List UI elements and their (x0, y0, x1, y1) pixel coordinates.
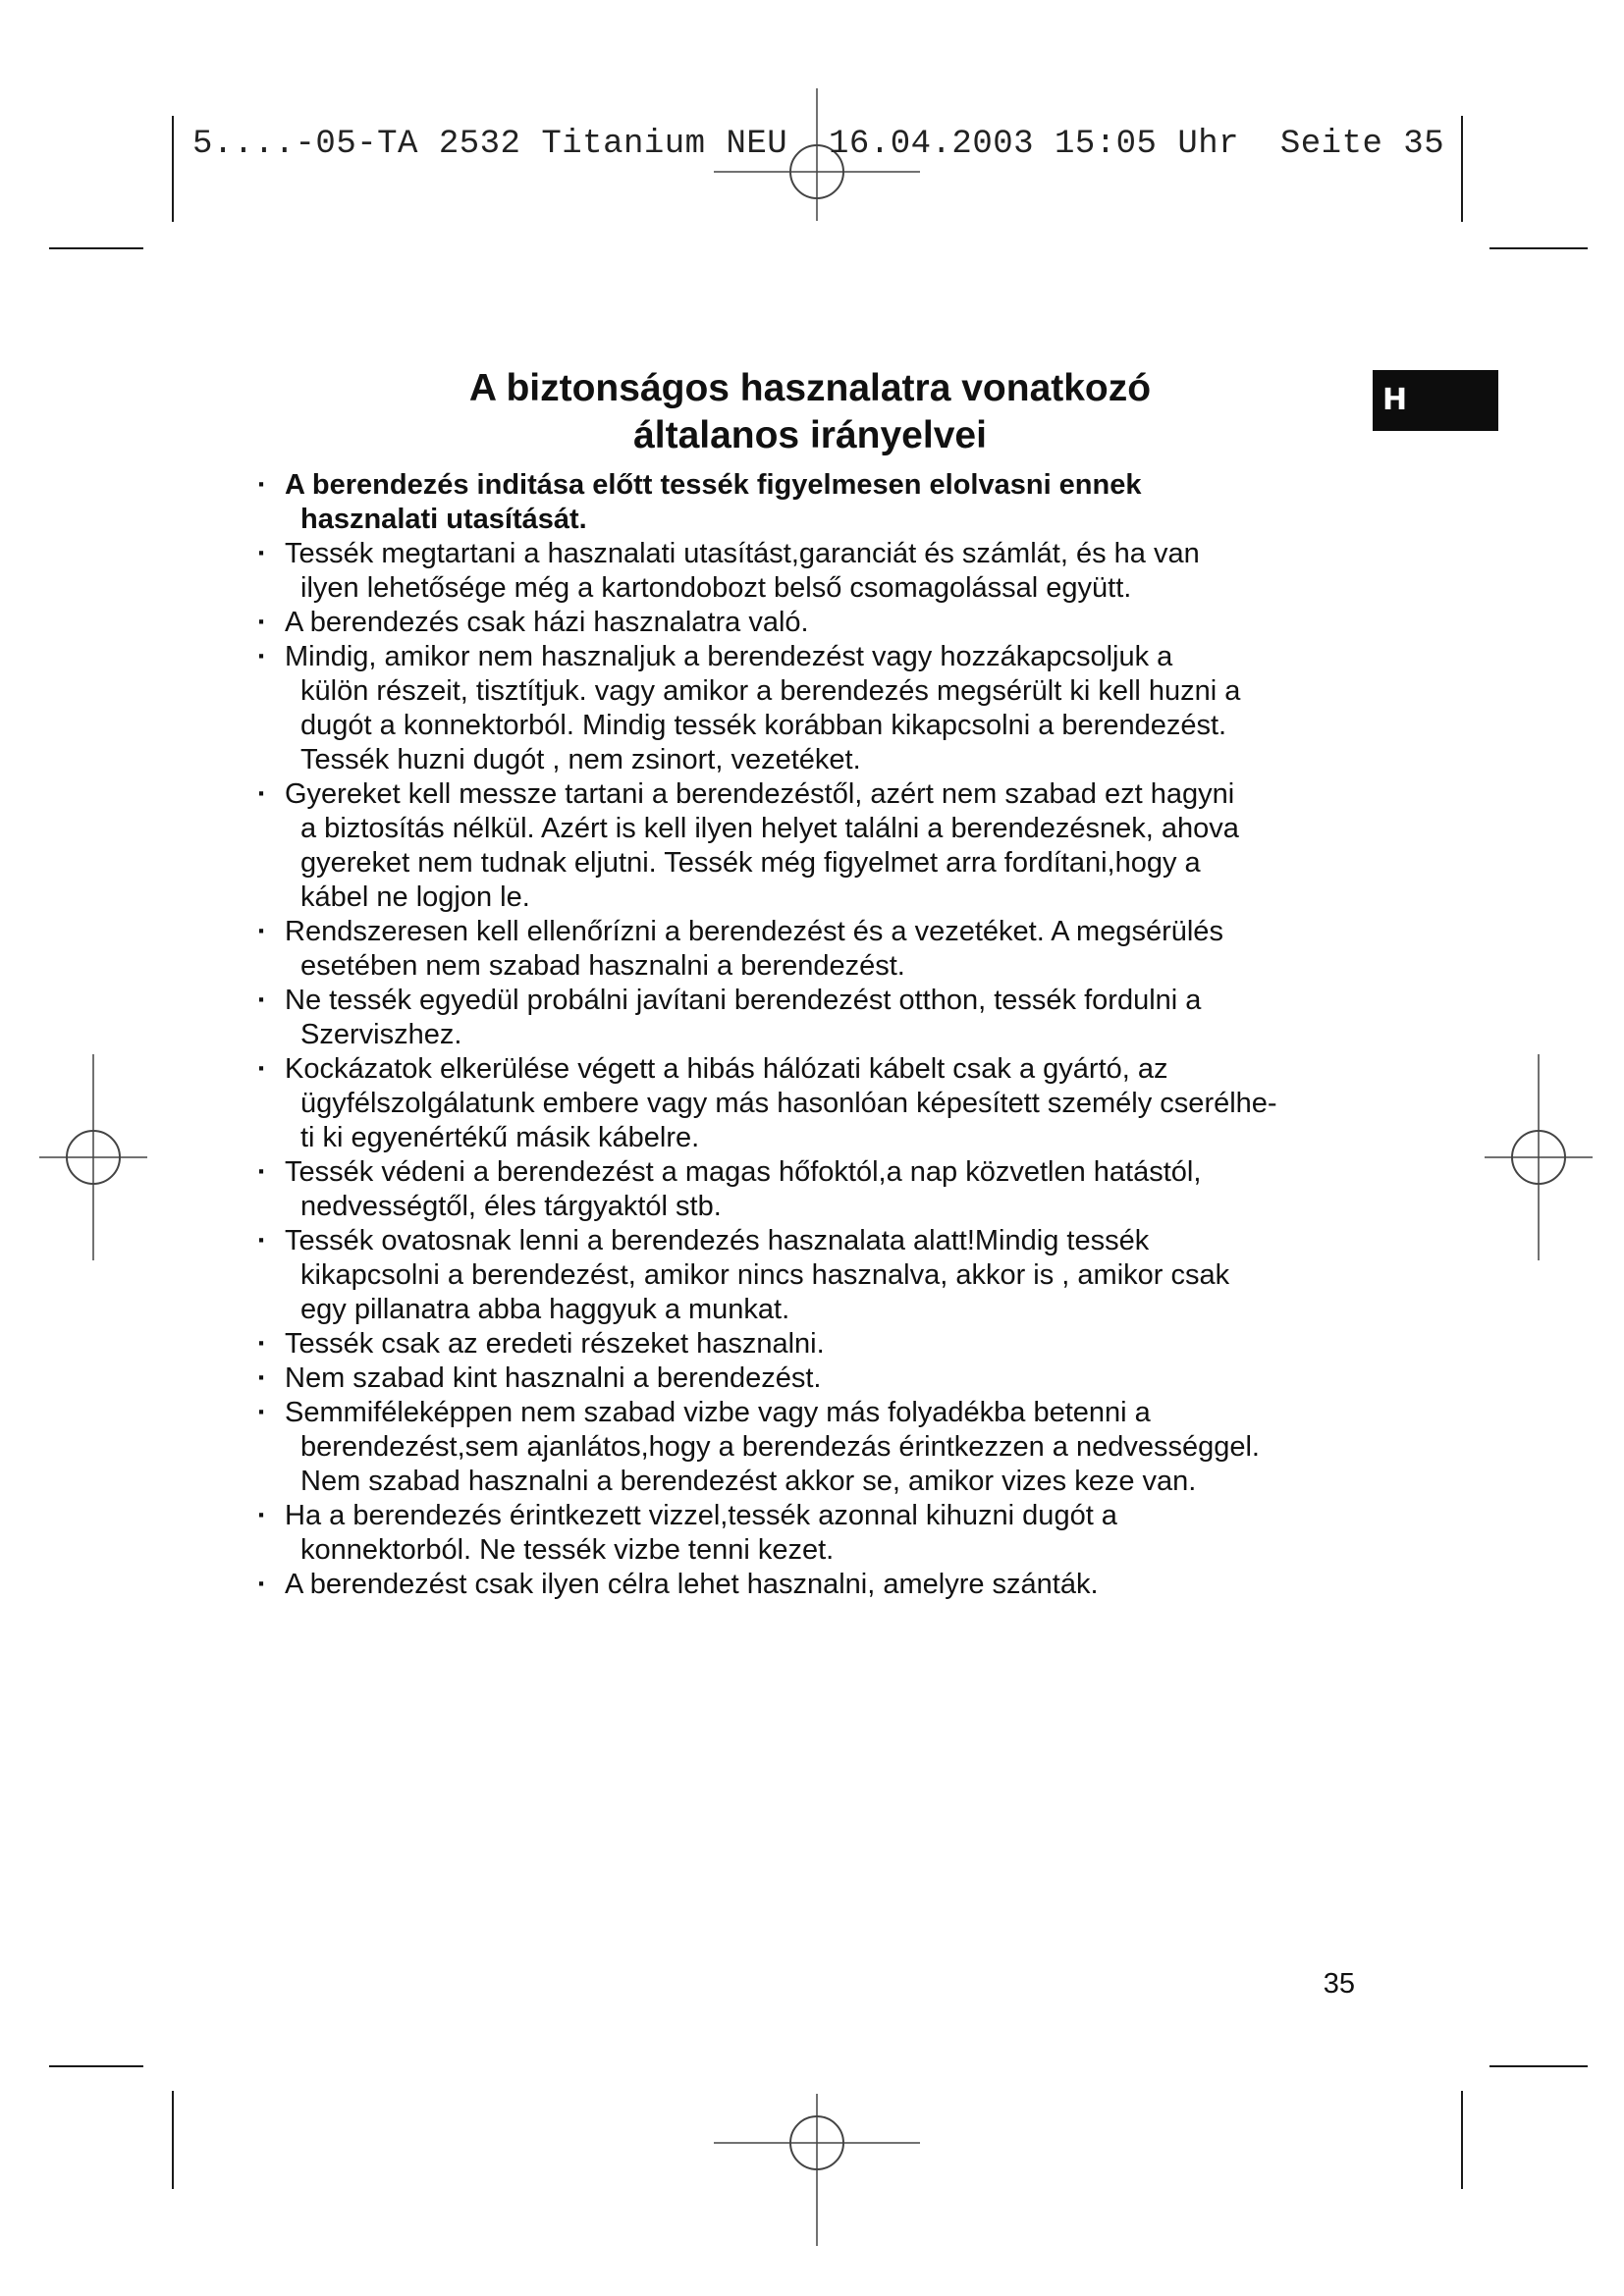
registration-mark-top-icon (714, 69, 920, 275)
safety-rule-line: Nem szabad hasznalni a berendezést akkor se, amikor vizes keze van. (300, 1466, 1197, 1497)
safety-rule-line: gyereket nem tudnak eljutni. Tessék még figyelmet arra fordítani,hogy a (300, 847, 1201, 879)
safety-rule-line: Szerviszhez. (300, 1019, 462, 1050)
safety-rule-line: A berendezést csak ilyen célra lehet hasznalni, amelyre szánták. (285, 1569, 1099, 1600)
print-slug-line: 5....-05-TA 2532 Titanium NEU 16.04.2003 15:05 Uhr Seite 35 (192, 126, 1445, 163)
safety-rule-line: A berendezés inditása előtt tessék figyelmesen elolvasni ennek (285, 469, 1142, 501)
safety-rule-line: Tessék huzni dugót , nem zsinort, vezetéket. (300, 744, 861, 775)
crop-mark-bottom-right-horizontal (1489, 2065, 1588, 2067)
safety-rule-line: Kockázatok elkerülése végett a hibás hálózati kábelt csak a gyártó, az (285, 1053, 1168, 1085)
bullet-icon: · (257, 916, 267, 947)
safety-rule-text (285, 1396, 1357, 1499)
safety-rule-line: Semmiféleképpen nem szabad vizbe vagy más folyadékba betenni a (285, 1397, 1151, 1428)
safety-rule-line: ti ki egyenértékű másik kábelre. (300, 1122, 700, 1153)
safety-rule-text (285, 468, 1357, 537)
bullet-icon: · (257, 985, 267, 1016)
safety-rule-text (285, 1052, 1357, 1155)
safety-rule-item (257, 984, 1357, 1052)
safety-rule-line: Tessék védeni a berendezést a magas hőfoktól,a nap közvetlen hatástól, (285, 1156, 1202, 1188)
safety-rule-text (285, 1499, 1357, 1568)
safety-rule-line: berendezést,sem ajanlátos,hogy a berendezás érintkezzen a nedvességgel. (300, 1431, 1260, 1463)
safety-rule-line: Gyereket kell messze tartani a berendezéstől, azért nem szabad ezt hagyni (285, 778, 1235, 810)
safety-rule-item (257, 1052, 1357, 1155)
safety-rule-line: ilyen lehetősége még a kartondobozt belső csomagolással együtt. (300, 572, 1132, 604)
bullet-icon: · (257, 607, 267, 638)
bullet-icon: · (257, 1569, 267, 1600)
safety-rule-line: egy pillanatra abba haggyuk a munkat. (300, 1294, 790, 1325)
safety-rule-line: Tessék megtartani a hasznalati utasítást,garanciát és számlát, és ha van (285, 538, 1200, 569)
bullet-icon: · (257, 641, 267, 672)
safety-rule-item (257, 468, 1357, 537)
bullet-icon: · (257, 1225, 267, 1256)
bullet-icon: · (257, 1328, 267, 1360)
bullet-icon: · (257, 1397, 267, 1428)
safety-rule-line: Tessék ovatosnak lenni a berendezés hasznalata alatt!Mindig tessék (285, 1225, 1150, 1256)
safety-rule-text (285, 1362, 1357, 1396)
safety-rule-item (257, 1155, 1357, 1224)
crop-mark-bottom-left-vertical (172, 2091, 174, 2189)
bullet-icon: · (257, 1500, 267, 1531)
safety-rule-line: esetében nem szabad hasznalni a berendezést. (300, 950, 905, 982)
page-number: 35 (1323, 1968, 1355, 2000)
safety-rule-text (285, 777, 1357, 915)
safety-rule-text (285, 915, 1357, 984)
safety-rule-line: dugót a konnektorból. Mindig tessék korábban kikapcsolni a berendezést. (300, 710, 1227, 741)
safety-rule-text (285, 984, 1357, 1052)
safety-rule-line: konnektorból. Ne tessék vizbe tenni kezet. (300, 1534, 835, 1566)
safety-rule-line: Ne tessék egyedül probálni javítani berendezést otthon, tessék fordulni a (285, 985, 1202, 1016)
safety-rule-text (285, 640, 1357, 777)
bullet-icon: · (257, 1053, 267, 1085)
safety-rule-item (257, 777, 1357, 915)
safety-rule-item (257, 1568, 1357, 1602)
bullet-icon: · (257, 538, 267, 569)
safety-rule-line: Rendszeresen kell ellenőrízni a berendezést és a vezetéket. A megsérülés (285, 916, 1223, 947)
safety-rule-item (257, 640, 1357, 777)
page-title-line-2: általanos irányelvei (633, 414, 987, 456)
bullet-icon: · (257, 1362, 267, 1394)
crop-mark-top-left-horizontal (49, 247, 143, 249)
safety-rule-line: hasznalati utasítását. (300, 504, 587, 535)
safety-rule-line: Nem szabad kint hasznalni a berendezést. (285, 1362, 822, 1394)
crop-mark-top-left-vertical (172, 116, 174, 222)
bullet-icon: · (257, 778, 267, 810)
safety-rule-text (285, 606, 1357, 640)
safety-rule-item (257, 1362, 1357, 1396)
safety-rule-line: A berendezés csak házi hasznalatra való. (285, 607, 809, 638)
registration-mark-bottom-icon (714, 2040, 920, 2246)
safety-rule-item (257, 1327, 1357, 1362)
safety-rule-text (285, 1155, 1357, 1224)
safety-rule-item (257, 1224, 1357, 1327)
safety-rule-text (285, 1568, 1357, 1602)
bullet-icon: · (257, 1156, 267, 1188)
registration-mark-right-icon (1435, 1054, 1624, 1260)
bullet-icon: · (257, 469, 267, 501)
safety-rule-line: kikapcsolni a berendezést, amikor nincs hasznalva, akkor is , amikor csak (300, 1259, 1230, 1291)
page-title (245, 365, 1375, 459)
crop-mark-top-right-vertical (1461, 116, 1463, 222)
safety-rule-line: ügyfélszolgálatunk embere vagy más hasonlóan képesített személy cserélhe- (300, 1088, 1277, 1119)
safety-rule-line: nedvességtől, éles tárgyaktól stb. (300, 1191, 722, 1222)
crop-mark-bottom-right-vertical (1461, 2091, 1463, 2189)
safety-rule-line: Tessék csak az eredeti részeket hasznalni. (285, 1328, 825, 1360)
safety-rule-line: Mindig, amikor nem hasznaljuk a berendezést vagy hozzákapcsoljuk a (285, 641, 1173, 672)
registration-mark-left-icon (0, 1054, 196, 1260)
safety-rule-text (285, 1224, 1357, 1327)
safety-rule-line: a biztosítás nélkül. Azért is kell ilyen helyet találni a berendezésnek, ahova (300, 813, 1239, 844)
safety-rule-item (257, 1499, 1357, 1568)
safety-rule-text (285, 1327, 1357, 1362)
safety-rule-item (257, 1396, 1357, 1499)
safety-rule-line: Ha a berendezés érintkezett vizzel,tessék azonnal kihuzni dugót a (285, 1500, 1117, 1531)
crop-mark-bottom-left-horizontal (49, 2065, 143, 2067)
safety-rule-item (257, 537, 1357, 606)
crop-mark-top-right-horizontal (1489, 247, 1588, 249)
page-title-line-1: A biztonságos hasznalatra vonatkozó (468, 367, 1152, 409)
safety-rule-line: külön részeit, tisztítjuk. vagy amikor a berendezés megsérült ki kell huzni a (300, 675, 1241, 707)
safety-rule-item (257, 606, 1357, 640)
language-tab: H (1373, 370, 1498, 431)
safety-rule-text (285, 537, 1357, 606)
safety-rule-item (257, 915, 1357, 984)
safety-rule-line: kábel ne logjon le. (300, 881, 530, 913)
safety-rules-list (257, 468, 1357, 1602)
